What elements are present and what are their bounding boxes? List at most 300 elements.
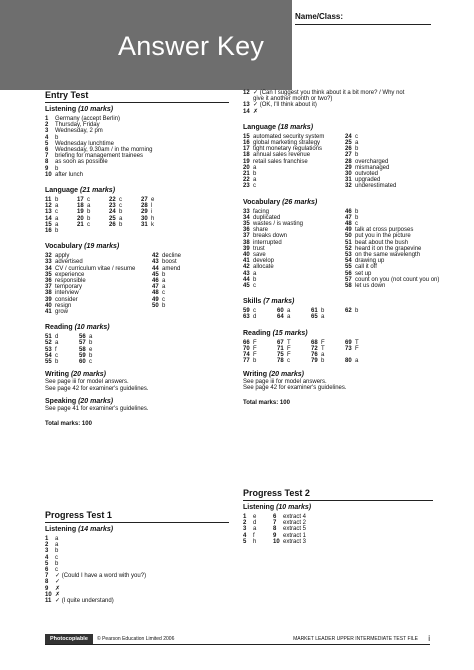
answer-number: 42	[243, 264, 250, 271]
answer-number: 22	[109, 197, 116, 204]
answer-number: 60	[277, 308, 284, 315]
answer-number: 4	[45, 554, 49, 561]
answer-number: 65	[311, 314, 318, 321]
answer-number: 72	[311, 345, 318, 352]
answer-number: 47	[152, 284, 159, 291]
answer-number: 16	[243, 140, 250, 147]
answer-text: F	[253, 345, 257, 352]
name-class-label: Name/Class:	[295, 12, 344, 21]
answer-text: duplicated	[253, 214, 281, 221]
answer-text: a	[55, 340, 59, 347]
answer-number: 54	[45, 352, 52, 359]
answer-number: 26	[109, 221, 116, 228]
answer-text: b	[355, 146, 359, 153]
book-title: MARKET LEADER UPPER INTERMEDIATE TEST FILE	[293, 636, 418, 642]
answer-text: extract 3	[283, 538, 307, 545]
answer-number: 5	[45, 560, 49, 567]
answer-text: allocate	[253, 264, 274, 271]
answer-text: mismanaged	[355, 164, 390, 171]
answer-number: 12	[243, 90, 250, 96]
answer-text: temporary	[55, 284, 83, 291]
answer-number: 15	[243, 133, 250, 140]
answer-text: apply	[55, 253, 70, 260]
answer-number: 26	[345, 146, 352, 153]
answer-number: 78	[277, 358, 284, 365]
answer-text: Wednesday, 2 pm	[55, 128, 103, 135]
answer-text: b	[321, 308, 325, 315]
answer-text: save	[253, 252, 266, 259]
answer-text: a	[321, 352, 325, 359]
entry-total-marks: Total marks: 100	[45, 420, 92, 427]
answer-text: resign	[55, 302, 72, 309]
answer-text: a	[355, 140, 359, 147]
answer-item	[273, 539, 333, 545]
answer-number: 50	[152, 302, 159, 309]
answer-text: count on you (not count you on)	[355, 276, 440, 283]
answer-number: 1	[45, 116, 49, 122]
answer-number: 43	[152, 259, 159, 266]
answer-number: 29	[345, 164, 352, 171]
answer-text: b	[55, 548, 59, 555]
answer-number: 31	[141, 221, 148, 228]
answer-text: a	[55, 542, 59, 549]
answer-number: 34	[45, 265, 52, 272]
answer-item	[45, 359, 79, 365]
answer-number: 27	[141, 197, 148, 204]
answer-number: 9	[45, 585, 49, 592]
answer-text: e	[151, 197, 155, 204]
answer-number: 15	[45, 221, 52, 228]
answer-number: 10	[273, 538, 280, 545]
answer-number: 17	[77, 197, 84, 204]
answer-number: 35	[243, 221, 250, 228]
progress-2-listening-grid	[243, 514, 433, 545]
answer-text: c	[55, 567, 58, 574]
answer-text: c	[162, 296, 165, 303]
answer-number: 30	[141, 215, 148, 222]
progress-1-heading: Progress Test 1	[45, 510, 229, 523]
answer-number: 45	[152, 271, 159, 278]
answer-number: 8	[273, 526, 277, 533]
answer-item	[243, 183, 345, 189]
answer-text: interrupted	[253, 239, 282, 246]
answer-text: b	[55, 228, 59, 235]
answer-number: 6	[45, 147, 49, 154]
answer-number: 19	[243, 158, 250, 165]
answer-number: 75	[277, 352, 284, 359]
answer-number: 71	[277, 345, 284, 352]
answer-text: a	[55, 215, 59, 222]
answer-text: b	[55, 359, 59, 366]
answer-text: c	[162, 290, 165, 297]
progress-1-listening-continued	[243, 90, 433, 115]
answer-number: 39	[243, 245, 250, 252]
answer-text: b	[87, 209, 91, 216]
answer-text: Wednesday, 9.30am / in the morning	[55, 147, 153, 154]
progress-1-vocabulary-heading: Vocabulary (26 marks)	[243, 198, 318, 206]
answer-number: 42	[152, 253, 159, 260]
answer-number: 13	[243, 102, 250, 109]
answer-text: a	[321, 314, 325, 321]
answer-number: 41	[243, 258, 250, 265]
entry-speaking-heading: Speaking (20 marks)	[45, 397, 114, 405]
answer-text: automated security system	[253, 133, 325, 140]
answer-item	[345, 283, 435, 289]
progress-1-listening-list	[45, 536, 229, 604]
answer-number: 23	[109, 203, 116, 210]
answer-text: responsible	[55, 278, 86, 285]
answer-item	[152, 309, 192, 315]
answer-number: 61	[311, 308, 318, 315]
answer-text: a	[287, 308, 291, 315]
answer-number: 14	[243, 108, 250, 115]
answer-number: 1	[45, 536, 49, 542]
answer-text: b	[55, 165, 59, 172]
answer-text: consider	[55, 296, 78, 303]
answer-text: b	[119, 209, 123, 216]
answer-text: b	[119, 221, 123, 228]
answer-text: briefing for management trainees	[55, 153, 144, 160]
answer-number: 53	[345, 252, 352, 259]
answer-text: c	[355, 133, 358, 140]
answer-number: 80	[345, 358, 352, 365]
answer-text: tight monetary regulations	[253, 146, 323, 153]
answer-text: c	[119, 203, 122, 210]
answer-number: 50	[345, 233, 352, 240]
answer-text: c	[55, 209, 58, 216]
photocopiable-badge: Photocopiable	[45, 634, 93, 644]
answer-number: 40	[45, 302, 52, 309]
answer-text: T	[321, 345, 325, 352]
answer-text: talk at cross purposes	[355, 227, 414, 234]
answer-text: h	[253, 538, 257, 545]
answer-number: 19	[77, 209, 84, 216]
right-column	[243, 90, 440, 406]
answer-number: 2	[243, 520, 247, 527]
footer-rule	[45, 644, 430, 645]
answer-item	[243, 539, 273, 545]
answer-number: 53	[45, 346, 52, 353]
answer-number: 8	[45, 579, 49, 586]
answer-number: 7	[273, 520, 277, 527]
answer-text: d	[55, 334, 59, 341]
answer-text: outvoted	[355, 171, 379, 178]
page-title: Answer Key	[118, 31, 265, 61]
answer-number: 24	[109, 209, 116, 216]
answer-number: 34	[243, 214, 250, 221]
answer-text: global marketing strategy	[253, 140, 321, 147]
answer-text: a	[89, 334, 93, 341]
answer-number: 59	[243, 308, 250, 315]
answer-text: b	[55, 197, 59, 204]
answer-text: ✓ (Can I suggest you think about it a bit more? / Why not	[253, 90, 405, 96]
answer-number: 9	[273, 532, 277, 539]
answer-text: b	[89, 352, 93, 359]
answer-item	[45, 228, 77, 234]
answer-text: f	[253, 532, 255, 539]
answer-item	[243, 314, 277, 320]
answer-text: Wednesday lunchtime	[55, 140, 114, 147]
answer-text: develop	[253, 258, 275, 265]
answer-text: amend	[162, 265, 181, 272]
answer-text: a	[253, 164, 257, 171]
answer-number: 4	[45, 134, 49, 141]
answer-text: f	[55, 346, 57, 353]
answer-text: b	[55, 134, 59, 141]
answer-number: 9	[45, 165, 49, 172]
answer-item	[45, 309, 152, 315]
answer-text: b	[162, 302, 166, 309]
answer-text: c	[253, 308, 256, 315]
answer-text: a	[287, 314, 291, 321]
answer-text: a	[55, 536, 59, 542]
answer-text: underestimated	[355, 183, 397, 190]
answer-item	[77, 228, 109, 234]
answer-text: k	[151, 221, 154, 228]
answer-text: upgraded	[355, 177, 381, 184]
answer-number: 6	[45, 567, 49, 574]
answer-text: b	[253, 358, 257, 365]
answer-number: 48	[152, 290, 159, 297]
answer-text: F	[321, 339, 325, 346]
entry-reading-grid	[45, 334, 229, 365]
answer-number: 64	[277, 314, 284, 321]
answer-number: 14	[45, 215, 52, 222]
answer-number: 47	[345, 214, 352, 221]
answer-number: 20	[77, 215, 84, 222]
answer-number: 51	[45, 334, 52, 341]
answer-number: 36	[45, 278, 52, 285]
answer-number: 20	[243, 164, 250, 171]
answer-text: retail sales franchise	[253, 158, 308, 165]
answer-text: T	[287, 339, 291, 346]
answer-number: 37	[45, 284, 52, 291]
answer-text: interview	[55, 290, 79, 297]
answer-number: 69	[345, 339, 352, 346]
answer-text: ✗	[253, 108, 259, 115]
answer-item	[311, 314, 345, 320]
answer-text: d	[253, 520, 257, 527]
name-class-line	[295, 24, 431, 25]
answer-text: Germany (accept Berlin)	[55, 116, 121, 122]
answer-number: 76	[311, 352, 318, 359]
answer-number: 73	[345, 345, 352, 352]
answer-text: c	[55, 554, 58, 561]
answer-number: 10	[45, 171, 52, 178]
left-column	[45, 90, 229, 427]
answer-item	[277, 314, 311, 320]
answer-number: 2	[45, 542, 49, 549]
progress-1-reading-grid	[243, 340, 433, 365]
answer-number: 17	[243, 146, 250, 153]
answer-number: 27	[345, 152, 352, 159]
answer-item	[45, 598, 229, 604]
entry-writing-line-2: See page 42 for examiner's guidelines.	[45, 385, 149, 392]
answer-number: 48	[345, 221, 352, 228]
answer-text: extract 5	[283, 526, 307, 533]
entry-writing-line-1: See page iii for model answers.	[45, 379, 129, 386]
answer-text: on the same wavelength	[355, 252, 421, 259]
answer-number: 22	[243, 177, 250, 184]
answer-text: a	[119, 215, 123, 222]
answer-text: b	[355, 152, 359, 159]
answer-text: T	[355, 339, 359, 346]
answer-text: share	[253, 227, 269, 234]
answer-text: F	[287, 352, 291, 359]
answer-text: ✗	[55, 585, 61, 592]
answer-number: 38	[45, 290, 52, 297]
answer-number: 68	[311, 339, 318, 346]
answer-text: F	[253, 352, 257, 359]
page-footer	[45, 634, 430, 645]
answer-text: decline	[162, 253, 182, 260]
answer-number: 13	[45, 209, 52, 216]
progress-1-skills-heading: Skills (7 marks)	[243, 298, 295, 306]
answer-text: CV / curriculum vitae / resume	[55, 265, 136, 272]
answer-number: 1	[243, 514, 247, 520]
answer-text: beat about the bush	[355, 239, 409, 246]
answer-text: breaks down	[253, 233, 288, 240]
entry-listening-heading: Listening (10 marks)	[45, 106, 114, 113]
answer-number: 46	[152, 278, 159, 285]
progress-1-reading-heading: Reading (15 marks)	[243, 329, 308, 337]
answer-number: 12	[45, 203, 52, 210]
answer-number: 31	[345, 177, 352, 184]
answer-number: 32	[45, 253, 52, 260]
answer-number: 11	[45, 197, 52, 204]
answer-text: overcharged	[355, 158, 389, 165]
answer-text: b	[355, 208, 359, 215]
entry-test-heading: Entry Test	[45, 90, 229, 103]
answer-number: 30	[345, 171, 352, 178]
answer-item	[109, 228, 141, 234]
progress-test-1	[45, 510, 229, 604]
answer-number: 3	[45, 128, 49, 135]
answer-text: Thursday, Friday	[55, 122, 100, 129]
answer-number: 74	[243, 352, 250, 359]
entry-vocabulary-grid	[45, 253, 229, 315]
answer-text: ✓ (OK, I'll think about it)	[253, 102, 317, 109]
answer-text: b	[355, 214, 359, 221]
answer-number: 11	[45, 598, 52, 605]
answer-text: c	[89, 359, 92, 366]
answer-number: 79	[311, 358, 318, 365]
answer-text: a	[253, 177, 257, 184]
answer-text: a	[162, 284, 166, 291]
entry-language-heading: Language (21 marks)	[45, 187, 116, 195]
answer-text: ✓	[55, 579, 61, 586]
answer-text: b	[162, 271, 166, 278]
answer-text: e	[253, 514, 257, 520]
answer-number: 16	[45, 228, 52, 235]
answer-number: 62	[345, 308, 352, 315]
answer-number: 63	[243, 314, 250, 321]
answer-item	[141, 228, 171, 234]
answer-number: 55	[345, 264, 352, 271]
answer-text: i	[151, 209, 153, 216]
answer-text: c	[355, 221, 358, 228]
answer-number: 56	[345, 270, 352, 277]
answer-number: 58	[79, 346, 86, 353]
answer-text: wastes / is wasting	[253, 221, 304, 228]
answer-number: 49	[152, 296, 159, 303]
answer-text: a	[355, 358, 359, 365]
answer-text: b	[355, 308, 359, 315]
progress-1-language-grid	[243, 134, 433, 190]
answer-text: annual sales revenue	[253, 152, 311, 159]
answer-number: 49	[345, 227, 352, 234]
answer-text: a	[55, 221, 59, 228]
progress-test-2	[243, 488, 433, 545]
answer-text: ✓ (Could I have a word with you?)	[55, 573, 147, 580]
answer-number: 21	[243, 171, 250, 178]
answer-number: 8	[45, 159, 49, 166]
answer-text: b	[89, 340, 93, 347]
answer-text: extract 2	[283, 520, 307, 527]
answer-text: F	[253, 339, 257, 346]
answer-number: 45	[243, 283, 250, 290]
answer-text: b	[55, 560, 59, 567]
answer-number: 60	[79, 359, 86, 366]
answer-text: b	[87, 215, 91, 222]
answer-text: trust	[253, 245, 265, 252]
answer-number: 39	[45, 296, 52, 303]
answer-text: drawing up	[355, 258, 385, 265]
answer-text: give it another month or two?)	[253, 96, 333, 103]
answer-number: 57	[79, 340, 86, 347]
answer-text: c	[87, 221, 90, 228]
answer-text: as soon as possible	[55, 159, 108, 166]
answer-number: 10	[45, 591, 52, 598]
progress-1-language-heading: Language (18 marks)	[243, 123, 314, 131]
answer-text: a	[55, 203, 59, 210]
answer-number: 5	[45, 140, 49, 147]
answer-text: set up	[355, 270, 372, 277]
answer-text: facing	[253, 208, 270, 215]
answer-text: a	[253, 526, 257, 533]
answer-text: h	[151, 215, 155, 222]
answer-text: boost	[162, 259, 177, 266]
answer-number: 57	[345, 276, 352, 283]
answer-text: b	[321, 358, 325, 365]
answer-number: 3	[45, 548, 49, 555]
answer-text: after lunch	[55, 171, 84, 178]
answer-text: c	[253, 183, 256, 190]
answer-text: b	[253, 171, 257, 178]
answer-text: F	[355, 345, 359, 352]
entry-reading-heading: Reading (10 marks)	[45, 324, 110, 332]
answer-text: grow	[55, 309, 69, 316]
copyright-text: © Pearson Education Limited 2006	[97, 636, 175, 642]
answer-number: 7	[45, 153, 49, 160]
answer-number: 40	[243, 252, 250, 259]
answer-number: 46	[345, 208, 352, 215]
answer-number: 58	[345, 283, 352, 290]
progress-2-heading: Progress Test 2	[243, 488, 433, 501]
answer-number: 2	[45, 122, 49, 129]
answer-item	[79, 359, 119, 365]
entry-speaking-line-1: See page 41 for examiner's guidelines.	[45, 405, 149, 412]
answer-number: 21	[77, 221, 84, 228]
answer-text: c	[55, 352, 58, 359]
answer-number: 18	[77, 203, 84, 210]
answer-number: 36	[243, 227, 250, 234]
answer-item	[345, 314, 379, 320]
progress-2-listening-heading: Listening (10 marks)	[243, 504, 312, 511]
answer-number: 18	[243, 152, 250, 159]
page-number: i	[428, 634, 430, 643]
answer-number: 70	[243, 345, 250, 352]
